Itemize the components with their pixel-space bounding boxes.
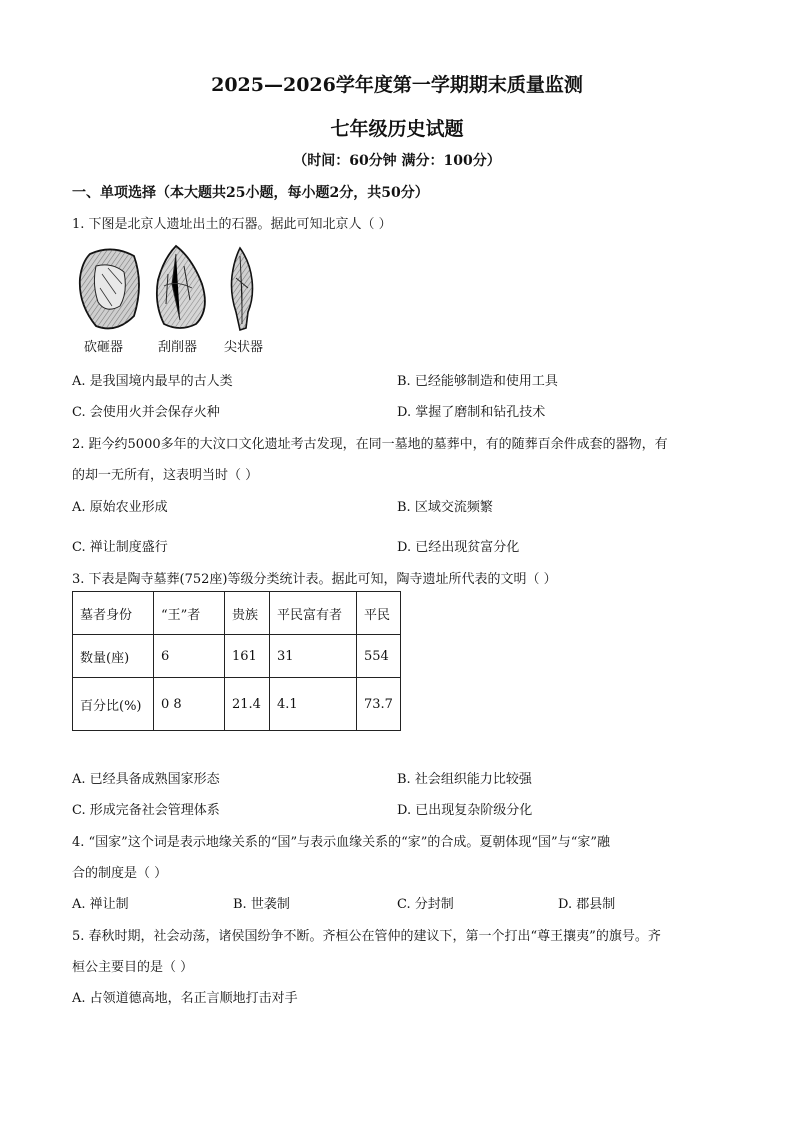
tool-label-chopper: 砍砸器 [84, 340, 124, 355]
question-3-stem: 3. 下表是陶寺墓葬(752座)等级分类统计表。据此可知，陶寺遗址所代表的文明（ ） [72, 572, 557, 587]
tool-label-scraper: 刮削器 [158, 340, 198, 355]
stone-tools-figure [72, 244, 277, 356]
q3-option-d: D. 已出现复杂阶级分化 [397, 803, 533, 818]
table-cell: 平民富有者 [270, 592, 357, 635]
question-2-stem-line1: 2. 距今约5000多年的大汶口文化遗址考古发现，在同一墓地的墓葬中，有的随葬百余件成套的器物，有 [72, 437, 668, 452]
q4-option-b: B. 世袭制 [233, 897, 290, 912]
q3-option-b: B. 社会组织能力比较强 [397, 772, 532, 787]
section-heading: 一、单项选择（本大题共25小题，每小题2分，共50分） [72, 185, 429, 201]
question-4-stem-line2: 合的制度是（ ） [72, 866, 168, 881]
point-tool-icon [232, 248, 253, 330]
question-5-stem-line1: 5. 春秋时期，社会动荡，诸侯国纷争不断。齐桓公在管仲的建议下，第一个打出“尊王攘夷”的旗号。齐 [72, 929, 661, 944]
q1-option-a: A. 是我国境内最早的古人类 [72, 374, 233, 389]
table-cell: 21.4 [225, 678, 270, 731]
table-cell: 4.1 [270, 678, 357, 731]
table-cell: 墓者身份 [73, 592, 154, 635]
q5-option-a: A. 占领道德高地，名正言顺地打击对手 [72, 991, 298, 1006]
tool-label-point: 尖状器 [224, 340, 264, 355]
table-cell: 6 [154, 635, 225, 678]
q1-option-d: D. 掌握了磨制和钻孔技术 [397, 405, 546, 420]
q4-option-a: A. 禅让制 [72, 897, 129, 912]
table-cell: 0 8 [154, 678, 225, 731]
q1-option-b: B. 已经能够制造和使用工具 [397, 374, 558, 389]
question-2-stem-line2: 的却一无所有，这表明当时（ ） [72, 468, 259, 483]
q2-option-a: A. 原始农业形成 [72, 500, 168, 515]
table-cell: 平民 [357, 592, 401, 635]
q4-option-d: D. 郡县制 [558, 897, 616, 912]
exam-subtitle: 七年级历史试题 [330, 118, 464, 140]
exam-title: 2025—2026学年度第一学期期末质量监测 [211, 74, 583, 96]
exam-meta: （时间：60分钟 满分：100分） [293, 153, 501, 169]
q3-option-c: C. 形成完备社会管理体系 [72, 803, 220, 818]
table-row [73, 592, 401, 635]
q4-option-c: C. 分封制 [397, 897, 454, 912]
table-cell: 31 [270, 635, 357, 678]
q2-option-b: B. 区域交流频繁 [397, 500, 493, 515]
question-4-stem-line1: 4. “国家”这个词是表示地缘关系的“国”与表示血缘关系的“家”的合成。夏朝体现“国”与“家”融 [72, 835, 610, 850]
question-1-stem: 1. 下图是北京人遗址出土的石器。据此可知北京人（ ） [72, 217, 392, 232]
table-cell: 161 [225, 635, 270, 678]
table-cell: 554 [357, 635, 401, 678]
table-cell: 73.7 [357, 678, 401, 731]
tomb-statistics-table [72, 591, 401, 731]
q2-option-d: D. 已经出现贫富分化 [397, 540, 520, 555]
table-row [73, 635, 401, 678]
table-cell: “王”者 [154, 592, 225, 635]
q3-option-a: A. 已经具备成熟国家形态 [72, 772, 220, 787]
question-5-stem-line2: 桓公主要目的是（ ） [72, 960, 194, 975]
table-row [73, 678, 401, 731]
table-cell: 贵族 [225, 592, 270, 635]
q2-option-c: C. 禅让制度盛行 [72, 540, 168, 555]
chopper-tool-icon [80, 249, 139, 328]
table-cell: 百分比(%) [73, 678, 154, 731]
scraper-tool-icon [157, 246, 205, 328]
stone-tools-illustration [72, 244, 277, 339]
table-cell: 数量(座) [73, 635, 154, 678]
q1-option-c: C. 会使用火并会保存火种 [72, 405, 220, 420]
